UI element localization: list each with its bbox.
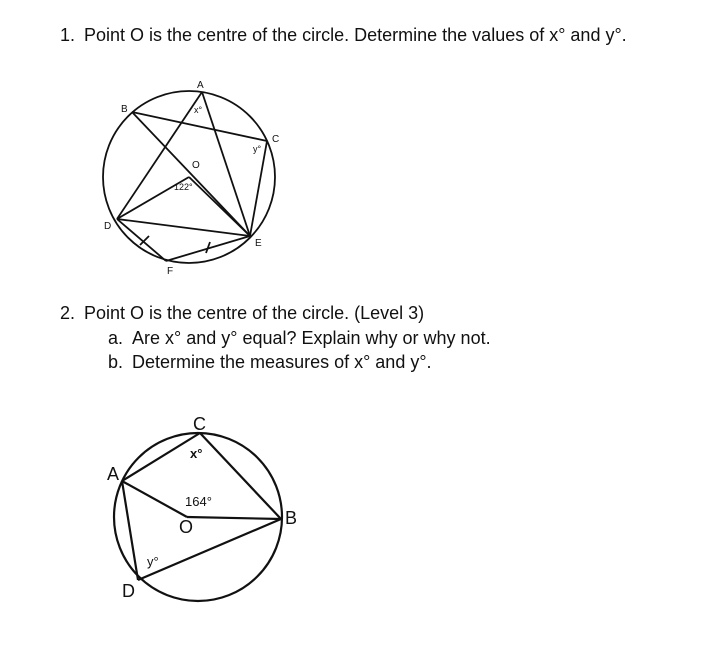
fig1-label-B: B — [121, 104, 128, 115]
question-1-number: 1. — [60, 25, 76, 45]
fig1-label-D: D — [104, 221, 112, 232]
fig2-radius-OA — [122, 481, 187, 517]
fig2-label-O: O — [179, 517, 194, 537]
question-2-number: 2. — [60, 303, 76, 323]
fig2-label-A: A — [107, 464, 120, 484]
fig2-angle-y: y° — [147, 554, 159, 569]
fig2-label-C: C — [193, 414, 206, 434]
fig2-chord-CB — [200, 433, 281, 519]
question-2-text: Point O is the centre of the circle. (Level 3) — [84, 303, 425, 323]
fig2-angle-center: 164° — [185, 494, 212, 509]
fig2-chord-DB — [138, 519, 281, 580]
part-b-text: Determine the measures of x° and y°. — [132, 352, 432, 372]
part-a-text: Are x° and y° equal? Explain why or why not. — [132, 328, 491, 348]
fig2-radius-OB — [187, 517, 281, 519]
fig1-angle-center: 122° — [174, 182, 193, 192]
part-a-label: a. — [108, 328, 124, 348]
fig2-angle-x: x° — [190, 446, 203, 461]
fig2-label-B: B — [285, 508, 298, 528]
part-b-label: b. — [108, 352, 124, 372]
fig1-angle-x: x° — [194, 105, 203, 115]
fig1-label-F: F — [167, 266, 174, 277]
fig2-chord-AC — [122, 433, 203, 481]
fig1-label-E: E — [255, 238, 262, 249]
fig1-label-O: O — [192, 160, 200, 171]
fig1-label-A: A — [197, 80, 204, 91]
fig1-angle-y: y° — [253, 144, 262, 154]
question-1-text: Point O is the centre of the circle. Determine the values of x° and y°. — [84, 25, 627, 45]
fig2-label-D: D — [122, 581, 135, 601]
fig1-label-C: C — [272, 134, 280, 145]
